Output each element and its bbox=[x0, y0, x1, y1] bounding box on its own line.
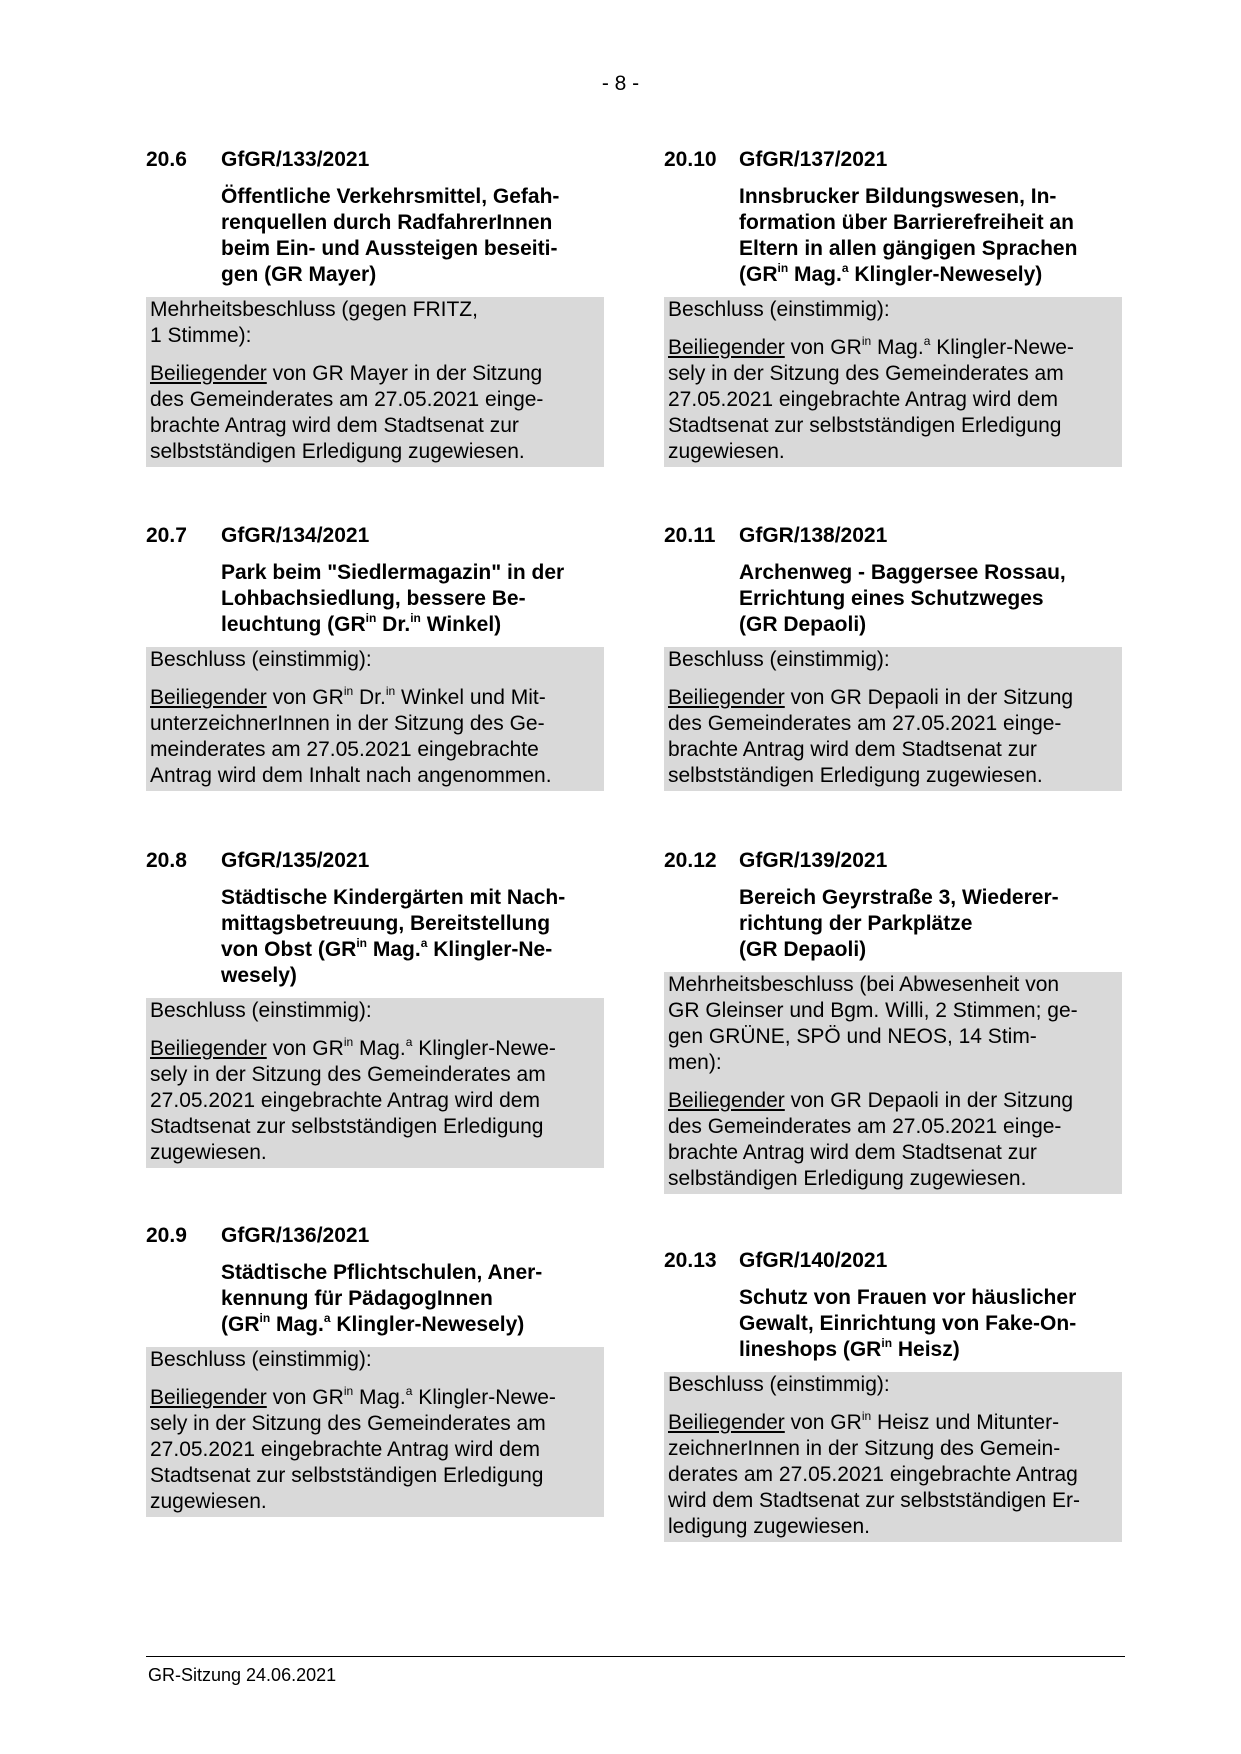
item-number: 20.12 bbox=[664, 849, 717, 872]
item-header bbox=[664, 1248, 1122, 1274]
decision-text: Beiliegender von $GR^{in}$ Dr.$^{in}$ Winkel und Mit- unterzeichnerInnen in der Sitzung des Ge- meinderates am 27.05.2021 eingebrachte Antrag wird dem Inhalt nach angenommen. bbox=[150, 684, 552, 787]
attachment-reference: Beiliegender bbox=[668, 1411, 785, 1434]
footer-text: GR-Sitzung 24.06.2021 bbox=[148, 1665, 337, 1685]
attachment-reference: Beiliegender bbox=[668, 336, 785, 359]
item-number: 20.6 bbox=[146, 148, 187, 171]
decision-box bbox=[146, 297, 604, 467]
item-header bbox=[146, 1223, 604, 1249]
item-title: Städtische Pflichtschulen, Aner- kennung für PädagogInnen ($GR^{in}$ Mag.$^a$ Klingler-Newesely) bbox=[221, 1261, 543, 1336]
decision-text: Beiliegender von GR Mayer in der Sitzung des Gemeinderates am 27.05.2021 einge- brachte Antrag wird dem Stadtsenat zur selbstständigen Erledigung zugewiesen. bbox=[150, 362, 544, 463]
item-header bbox=[146, 523, 604, 549]
item-number: 20.9 bbox=[146, 1224, 187, 1247]
decision-box bbox=[146, 998, 604, 1168]
decision-text: Beiliegender von $GR^{in}$ Heisz und Mitunter- zeichnerInnen in der Sitzung des Gemein- derates am 27.05.2021 eingebrachte Antrag wird dem Stadtsenat zur selbstständigen Er- ledigung zugewiesen. bbox=[668, 1409, 1081, 1538]
decision-box bbox=[146, 1347, 604, 1517]
item-header bbox=[664, 848, 1122, 874]
decision-box bbox=[146, 647, 604, 791]
item-title: Park beim "Siedlermagazin" in der Lohbachsiedlung, bessere Be- leuchtung ($GR^{in}$ Dr.$^{in}$ Winkel) bbox=[221, 561, 565, 636]
item-header bbox=[664, 523, 1122, 549]
item-title: Innsbrucker Bildungswesen, In- formation über Barrierefreiheit an Eltern in allen gängigen Sprachen ($GR^{in}$ Mag.$^a$ Klingler-Newesely) bbox=[739, 185, 1078, 286]
decision-box bbox=[664, 972, 1122, 1194]
item-number: 20.7 bbox=[146, 524, 187, 547]
item-title: Öffentliche Verkehrsmittel, Gefah- renquellen durch RadfahrerInnen beim Ein- und Aussteigen beseiti- gen (GR Mayer) bbox=[221, 185, 560, 286]
agenda-item bbox=[664, 848, 1122, 1194]
decision-text: Beiliegender von GR Depaoli in der Sitzung des Gemeinderates am 27.05.2021 einge- brachte Antrag wird dem Stadtsenat zur selbstständigen Erledigung zugewiesen. bbox=[668, 686, 1074, 787]
attachment-reference: Beiliegender bbox=[668, 1089, 785, 1112]
attachment-reference: Beiliegender bbox=[668, 686, 785, 709]
agenda-item bbox=[146, 523, 604, 791]
decision-type: Mehrheitsbeschluss (bei Abwesenheit von GR Gleinser und Bgm. Willi, 2 Stimmen; ge- gen GRÜNE, SPÖ und NEOS, 14 Stim- men): bbox=[668, 973, 1078, 1074]
decision-box bbox=[664, 1372, 1122, 1542]
item-title: Archenweg - Baggersee Rossau, Errichtung eines Schutzweges (GR Depaoli) bbox=[739, 561, 1066, 636]
decision-box bbox=[664, 647, 1122, 791]
attachment-reference: Beiliegender bbox=[150, 686, 267, 709]
item-code: GfGR/135/2021 bbox=[221, 849, 370, 872]
item-header bbox=[146, 147, 604, 173]
decision-text: Beiliegender von $GR^{in}$ Mag.$^a$ Klingler-Newe- sely in der Sitzung des Gemeinderates am 27.05.2021 eingebrachte Antrag wird dem Stadtsenat zur selbstständigen Erledigung zugewiesen. bbox=[150, 1384, 556, 1513]
decision-type: Beschluss (einstimmig): bbox=[150, 999, 372, 1022]
footer-rule bbox=[146, 1656, 1125, 1657]
agenda-item bbox=[146, 848, 604, 1168]
decision-text: Beiliegender von GR Depaoli in der Sitzung des Gemeinderates am 27.05.2021 einge- brachte Antrag wird dem Stadtsenat zur selbständigen Erledigung zugewiesen. bbox=[668, 1089, 1074, 1190]
attachment-reference: Beiliegender bbox=[150, 1386, 267, 1409]
item-number: 20.13 bbox=[664, 1249, 717, 1272]
item-header bbox=[664, 147, 1122, 173]
item-code: GfGR/138/2021 bbox=[739, 524, 888, 547]
decision-type: Beschluss (einstimmig): bbox=[668, 1373, 890, 1396]
item-title: Städtische Kindergärten mit Nach- mittagsbetreuung, Bereitstellung von Obst ($GR^{in}$ Mag.$^a$ Klingler-Ne- wesely) bbox=[221, 886, 566, 987]
decision-type: Beschluss (einstimmig): bbox=[150, 1348, 372, 1371]
item-code: GfGR/133/2021 bbox=[221, 148, 370, 171]
agenda-item bbox=[664, 523, 1122, 791]
item-code: GfGR/136/2021 bbox=[221, 1224, 370, 1247]
agenda-item bbox=[146, 147, 604, 467]
item-code: GfGR/140/2021 bbox=[739, 1249, 888, 1272]
item-title: Bereich Geyrstraße 3, Wiederer- richtung der Parkplätze (GR Depaoli) bbox=[739, 886, 1059, 961]
item-code: GfGR/139/2021 bbox=[739, 849, 888, 872]
agenda-item bbox=[664, 1248, 1122, 1542]
item-code: GfGR/134/2021 bbox=[221, 524, 370, 547]
item-number: 20.11 bbox=[664, 524, 716, 547]
item-header bbox=[146, 848, 604, 874]
item-number: 20.8 bbox=[146, 849, 187, 872]
attachment-reference: Beiliegender bbox=[150, 362, 267, 385]
decision-text: Beiliegender von $GR^{in}$ Mag.$^a$ Klingler-Newe- sely in der Sitzung des Gemeinderates am 27.05.2021 eingebrachte Antrag wird dem Stadtsenat zur selbstständigen Erledigung zugewiesen. bbox=[150, 1035, 556, 1164]
page-number: - 8 - bbox=[601, 72, 640, 95]
decision-text: Beiliegender von $GR^{in}$ Mag.$^a$ Klingler-Newe- sely in der Sitzung des Gemeinderates am 27.05.2021 eingebrachte Antrag wird dem Stadtsenat zur selbstständigen Erledigung zugewiesen. bbox=[668, 334, 1074, 463]
agenda-item bbox=[664, 147, 1122, 467]
decision-type: Beschluss (einstimmig): bbox=[668, 648, 890, 671]
decision-type: Beschluss (einstimmig): bbox=[150, 648, 372, 671]
agenda-item bbox=[146, 1223, 604, 1517]
decision-type: Beschluss (einstimmig): bbox=[668, 298, 890, 321]
decision-type: Mehrheitsbeschluss (gegen FRITZ, 1 Stimme): bbox=[150, 298, 478, 347]
attachment-reference: Beiliegender bbox=[150, 1037, 267, 1060]
item-title: Schutz von Frauen vor häuslicher Gewalt, Einrichtung von Fake-On- lineshops ($GR^{in}$ Heisz) bbox=[739, 1286, 1077, 1361]
item-number: 20.10 bbox=[664, 148, 717, 171]
item-code: GfGR/137/2021 bbox=[739, 148, 888, 171]
decision-box bbox=[664, 297, 1122, 467]
